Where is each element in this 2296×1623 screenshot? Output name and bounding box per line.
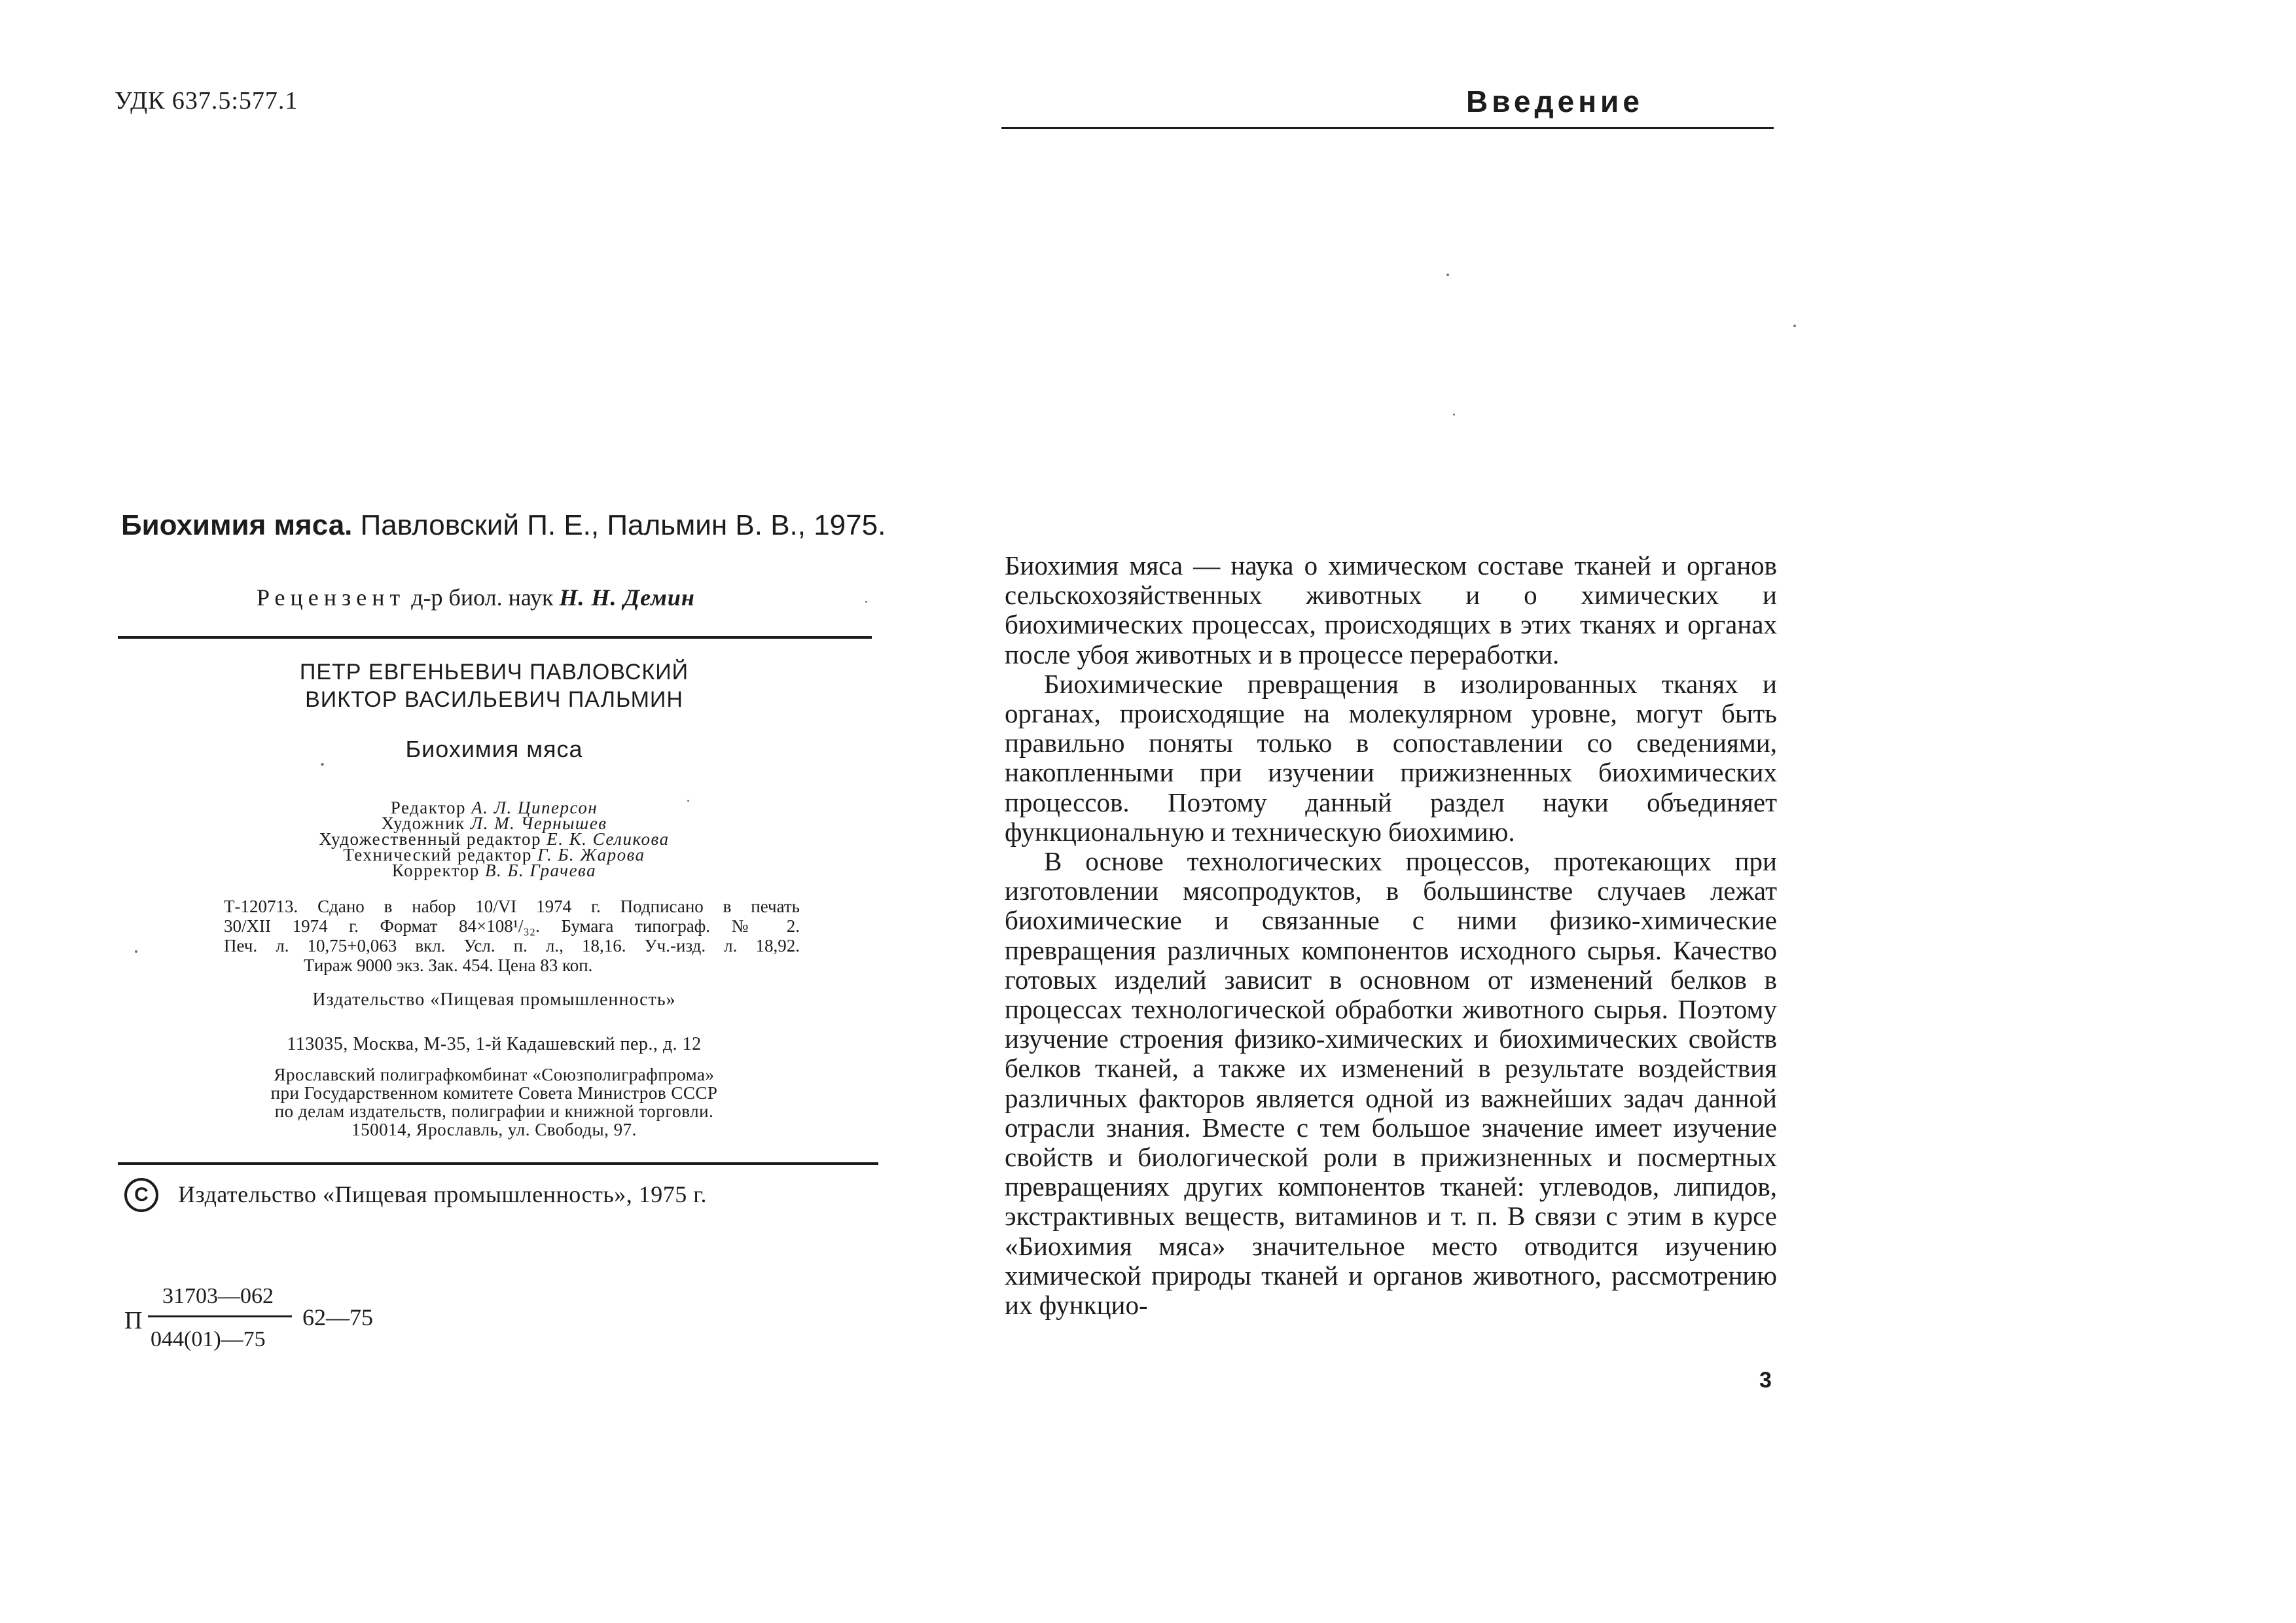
scan-speck (1446, 274, 1449, 276)
printer-details (118, 1065, 870, 1139)
staff-role: Художественный редактор (319, 829, 541, 849)
publisher-name: Издательство «Пищевая промышленность» (312, 990, 676, 1010)
author-1: ПЕТР ЕВГЕНЬЕВИЧ ПАВЛОВСКИЙ (299, 660, 689, 685)
imprint-details (224, 897, 800, 975)
copyright-icon: C (124, 1178, 158, 1212)
staff-name: В. Б. Грачева (485, 861, 597, 880)
scan-speck (135, 950, 137, 953)
index-code (124, 1284, 399, 1363)
staff-role: Художник (381, 813, 465, 833)
publisher-address: 113035, Москва, М-35, 1-й Кадашевский пер., д. 12 (287, 1034, 702, 1054)
index-code-series: 62—75 (302, 1304, 373, 1330)
staff-role: Технический редактор (343, 845, 532, 865)
imprint-line: Тираж 9000 экз. Зак. 454. Цена 83 коп. (304, 955, 593, 975)
staff-name: Г. Б. Жарова (537, 845, 645, 865)
citation-authors: Павловский П. Е., Пальмин В. В., 1975. (360, 509, 886, 541)
printer-line: Ярославский полиграфкомбинат «Союзполиграфпрома» (274, 1065, 715, 1084)
page-number: 3 (1759, 1368, 1772, 1393)
imprint-line: Т-120713. Сдано в набор 10/VI 1974 г. Подписано в печать (224, 897, 800, 916)
imprint-line: Печ. л. 10,75+0,063 вкл. Усл. п. л., 18,16. Уч.-изд. л. 18,92. (224, 936, 800, 955)
index-code-letter: П (124, 1307, 143, 1334)
staff-name: Е. К. Селикова (547, 829, 670, 849)
udk-code: УДК 637.5:577.1 (115, 87, 298, 115)
reviewer-label: Рецензент (257, 584, 406, 611)
printer-line: при Государственном комитете Совета Министров СССР (270, 1083, 718, 1103)
bottom-divider (118, 1162, 878, 1165)
staff-name: А. Л. Циперсон (471, 798, 598, 817)
introduction-body (1005, 551, 1777, 1320)
scan-speck (1453, 414, 1455, 416)
imprint-line: 30/XII 1974 г. Формат 84×108¹/₃₂. Бумага типограф. № 2. (224, 916, 800, 936)
index-code-numerator: 31703—062 (162, 1284, 274, 1308)
scan-speck (321, 763, 324, 766)
staff-name: Л. М. Чернышев (470, 813, 607, 833)
paragraph: В основе технологических процессов, протекающих при изготовлении мясопродуктов, в большинстве случаев лежат биохимические и связанные с ними физико-химические превращения различных компонентов исходного сырья. Качество готовых изделий зависит в основном от изменений белков в процессах технологической обработки животного сырья. Поэтому изучение строения физико-химических и биохимических свойств белков тканей, а также их изменений в результате воздействия различных факторов является одной из важнейших задач данной отрасли знания. Вместе с тем большое значение имеет изучение свойств и биологической роли в прижизненных и посмертных превращениях других компонентов тканей: углеводов, липидов, экстрактивных веществ, витаминов и т. п. В связи с этим в курсе «Биохимия мяса» значительное место отводится изучению химической природы тканей и органов животного, рассмотрению их функцио- (1005, 846, 1777, 1321)
editorial-staff (118, 800, 870, 878)
heading-underline (1001, 127, 1774, 129)
scan-speck (687, 800, 689, 802)
chapter-heading: Введение (1466, 84, 1643, 118)
author-2: ВИКТОР ВАСИЛЬЕВИЧ ПАЛЬМИН (305, 687, 683, 712)
book-title: Биохимия мяса (405, 736, 583, 762)
authors-full-names (118, 658, 870, 713)
staff-row (118, 863, 870, 878)
reviewer-degree: д-р биол. наук (411, 584, 554, 611)
staff-role: Корректор (391, 861, 480, 880)
index-code-denominator: 044(01)—75 (151, 1327, 266, 1351)
scan-speck (1793, 325, 1796, 327)
staff-role: Редактор (390, 798, 466, 817)
copyright-text: Издательство «Пищевая промышленность», 1975 г. (178, 1181, 707, 1207)
citation-title: Биохимия мяса. (121, 509, 353, 541)
scan-speck (865, 601, 867, 603)
reviewer-name: Н. Н. Демин (559, 584, 695, 611)
fraction-bar (148, 1315, 292, 1317)
paragraph: Биохимические превращения в изолированных тканях и органах, происходящие на молекулярном уровне, могут быть правильно поняты только в сопоставлении со сведениями, накопленными при изучении прижизненных биохимических процессов. Поэтому данный раздел науки объединяет функциональную и техническую биохимию. (1005, 668, 1777, 847)
paragraph: Биохимия мяса — наука о химическом составе тканей и органов сельскохозяйственных животных и о химических и биохимических процессах, происходящих в этих тканях и органах после убоя животных и в процессе переработки. (1005, 550, 1777, 669)
reviewer-line (257, 584, 695, 611)
printer-line: 150014, Ярославль, ул. Свободы, 97. (351, 1120, 637, 1139)
top-divider (118, 636, 872, 639)
bibliographic-citation (121, 509, 886, 542)
printer-line: по делам издательств, полиграфии и книжной торговли. (274, 1101, 714, 1121)
